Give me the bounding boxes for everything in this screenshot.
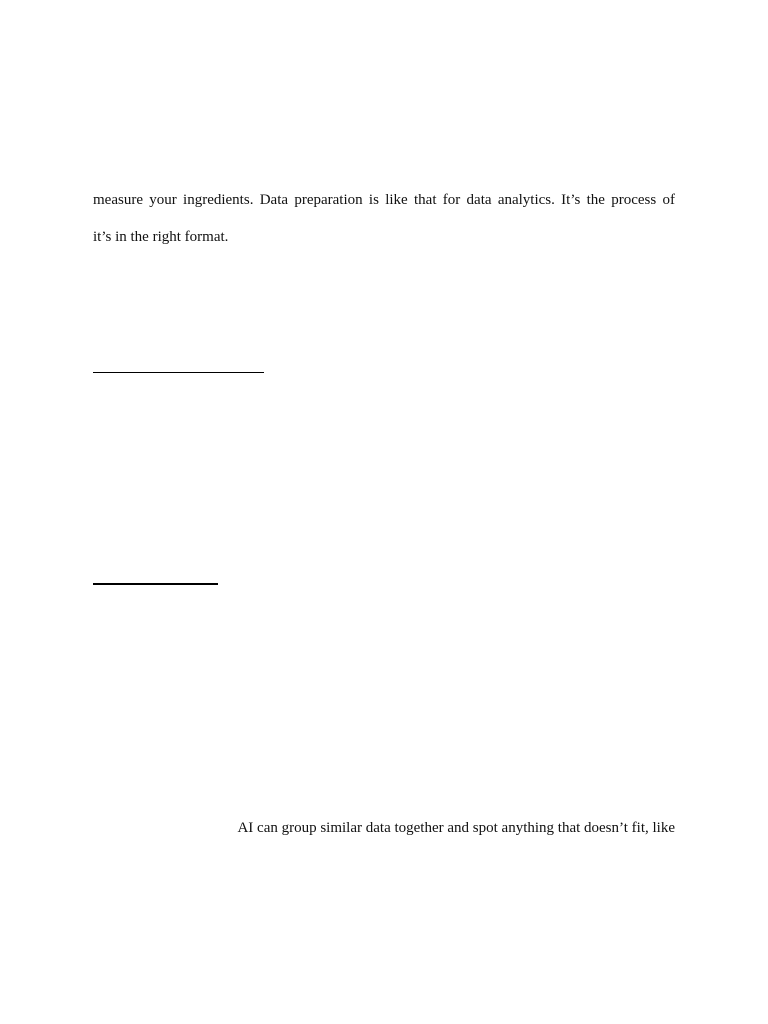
paragraph-line-1: measure your ingredients. Data preparation is like that for data analytics. It’s the process of <box>93 192 675 208</box>
heading-underline-1 <box>93 372 264 373</box>
paragraph-indented-line: AI can group similar data together and spot anything that doesn’t fit, like <box>237 820 675 836</box>
heading-underline-2 <box>93 583 218 585</box>
paragraph-line-2: it’s in the right format. <box>93 229 229 245</box>
